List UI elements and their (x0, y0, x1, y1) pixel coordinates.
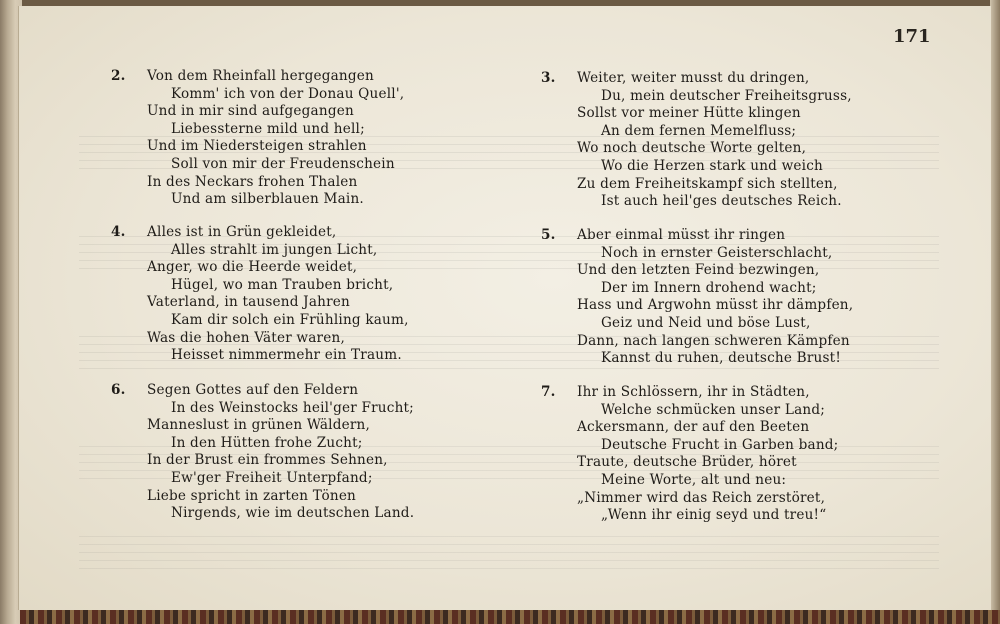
verse-line: Manneslust in grünen Wäldern, (147, 417, 371, 434)
verse-line: Segen Gottes auf den Feldern (147, 382, 359, 398)
verse-line: Wo die Herzen stark und weich (601, 157, 823, 174)
verse-line: Dann, nach langen schweren Kämpfen (577, 332, 850, 349)
verse-line: Liebessterne mild und hell; (171, 120, 365, 137)
verse-number: 2. (111, 68, 126, 84)
verse-line: Ew'ger Freiheit Unterpfand; (171, 469, 373, 486)
verse-line: Vaterland, in tausend Jahren (147, 294, 350, 311)
verse-line: Aber einmal müsst ihr ringen (577, 227, 786, 243)
verse-line: Komm' ich von der Donau Quell', (171, 85, 405, 102)
book-page (18, 6, 991, 610)
verse-line: Alles strahlt im jungen Licht, (171, 241, 378, 258)
verse-line: Und den letzten Feind bezwingen, (577, 262, 820, 279)
verse-line: Deutsche Frucht in Garben band; (601, 436, 839, 453)
verse-line: Und im Niedersteigen strahlen (147, 138, 367, 155)
verse-line: An dem fernen Memelfluss; (601, 122, 797, 139)
verse-line: Traute, deutsche Brüder, höret (577, 454, 797, 471)
verse-line: Von dem Rheinfall hergegangen (147, 68, 374, 84)
marbled-page-edge (20, 610, 1000, 624)
verse-number: 7. (541, 384, 556, 400)
verse-line: In des Weinstocks heil'ger Frucht; (171, 399, 414, 416)
verse-line: Zu dem Freiheitskampf sich stellten, (577, 175, 838, 192)
verse-line: Anger, wo die Heerde weidet, (147, 259, 358, 276)
verse-line: In der Brust ein frommes Sehnen, (147, 452, 388, 469)
verse-line: Und in mir sind aufgegangen (147, 103, 354, 120)
verse-line: Welche schmücken unser Land; (601, 401, 826, 418)
verse-number: 4. (111, 224, 126, 240)
page-edge (990, 0, 1000, 624)
verse-line: Nirgends, wie im deutschen Land. (171, 505, 415, 522)
verse-line: Ihr in Schlössern, ihr in Städten, (577, 384, 810, 400)
verse-line: Der im Innern drohend wacht; (601, 279, 817, 296)
verse-line: Kannst du ruhen, deutsche Brust! (601, 350, 841, 367)
verse-line: „Nimmer wird das Reich zerstöret, (577, 489, 826, 506)
verse-line: Ackersmann, der auf den Beeten (577, 419, 810, 436)
verse-line: Kam dir solch ein Frühling kaum, (171, 311, 409, 328)
verse-line: In den Hütten frohe Zucht; (171, 434, 363, 451)
verse-number: 5. (541, 227, 556, 243)
verse-line: Sollst vor meiner Hütte klingen (577, 105, 801, 122)
verse-line: Ist auch heil'ges deutsches Reich. (601, 193, 842, 210)
verse-line: Heisset nimmermehr ein Traum. (171, 347, 402, 364)
verse-line: Wo noch deutsche Worte gelten, (577, 140, 807, 157)
page-number: 171 (893, 26, 931, 47)
verse-line: Hass und Argwohn müsst ihr dämpfen, (577, 297, 854, 314)
verse-line: Du, mein deutscher Freiheitsgruss, (601, 87, 852, 104)
verse-line: Und am silberblauen Main. (171, 191, 364, 208)
verse-line: In des Neckars frohen Thalen (147, 173, 358, 190)
verse-line: Meine Worte, alt und neu: (601, 471, 787, 488)
verse-line: Alles ist in Grün gekleidet, (147, 224, 337, 240)
verse-line: Was die hohen Väter waren, (147, 329, 345, 346)
verse-number: 3. (541, 70, 556, 86)
verse-line: Geiz und Neid und böse Lust, (601, 314, 811, 331)
verse-line: Weiter, weiter musst du dringen, (577, 70, 810, 86)
verse-line: Hügel, wo man Trauben bricht, (171, 276, 394, 293)
verse-number: 6. (111, 382, 126, 398)
verse-line: Liebe spricht in zarten Tönen (147, 487, 357, 504)
verse-line: Soll von mir der Freudenschein (171, 155, 395, 172)
verse-line: „Wenn ihr einig seyd und treu!“ (601, 507, 827, 524)
verse-line: Noch in ernster Geisterschlacht, (601, 244, 833, 261)
